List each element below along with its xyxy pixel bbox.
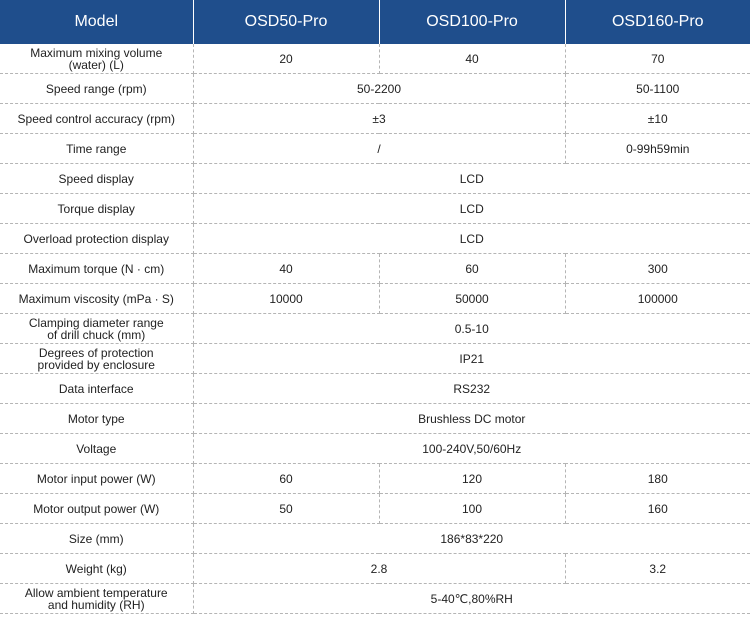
value-cell: 60 xyxy=(379,254,565,284)
table-row xyxy=(0,314,750,344)
value-cell: LCD xyxy=(193,194,750,224)
table-row xyxy=(0,434,750,464)
value-cell: 20 xyxy=(193,44,379,74)
param-label: Data interface xyxy=(0,374,193,404)
param-label: Torque display xyxy=(0,194,193,224)
table-row xyxy=(0,164,750,194)
table-row xyxy=(0,104,750,134)
spec-body xyxy=(0,44,750,614)
header-osd100-pro: OSD100-Pro xyxy=(379,0,565,44)
param-label: Degrees of protection provided by enclosure xyxy=(0,344,193,374)
value-cell: 3.2 xyxy=(565,554,750,584)
param-label: Time range xyxy=(0,134,193,164)
table-row xyxy=(0,344,750,374)
table-row xyxy=(0,194,750,224)
value-cell: 180 xyxy=(565,464,750,494)
table-row xyxy=(0,74,750,104)
table-row xyxy=(0,44,750,74)
value-cell: 300 xyxy=(565,254,750,284)
param-label: Allow ambient temperature and humidity (RH) xyxy=(0,584,193,614)
table-row xyxy=(0,404,750,434)
param-label: Maximum viscosity (mPa · S) xyxy=(0,284,193,314)
value-cell: RS232 xyxy=(193,374,750,404)
value-cell: 70 xyxy=(565,44,750,74)
param-label: Speed display xyxy=(0,164,193,194)
header-osd50-pro: OSD50-Pro xyxy=(193,0,379,44)
table-row xyxy=(0,224,750,254)
param-label: Weight (kg) xyxy=(0,554,193,584)
value-cell: 0-99h59min xyxy=(565,134,750,164)
table-row xyxy=(0,374,750,404)
param-label: Maximum torque (N · cm) xyxy=(0,254,193,284)
value-cell: 100000 xyxy=(565,284,750,314)
value-cell: 50-2200 xyxy=(193,74,565,104)
value-cell: 100 xyxy=(379,494,565,524)
param-label: Motor input power (W) xyxy=(0,464,193,494)
param-label: Speed range (rpm) xyxy=(0,74,193,104)
header-model: Model xyxy=(0,0,193,44)
value-cell: 50-1100 xyxy=(565,74,750,104)
value-cell: IP21 xyxy=(193,344,750,374)
value-cell: 50 xyxy=(193,494,379,524)
value-cell: LCD xyxy=(193,164,750,194)
table-row xyxy=(0,494,750,524)
param-label: Motor output power (W) xyxy=(0,494,193,524)
value-cell: ±10 xyxy=(565,104,750,134)
value-cell: 5-40℃,80%RH xyxy=(193,584,750,614)
table-row xyxy=(0,464,750,494)
value-cell: 60 xyxy=(193,464,379,494)
header-row xyxy=(0,0,750,44)
table-row xyxy=(0,284,750,314)
value-cell: ±3 xyxy=(193,104,565,134)
param-label: Overload protection display xyxy=(0,224,193,254)
param-label: Size (mm) xyxy=(0,524,193,554)
param-label: Speed control accuracy (rpm) xyxy=(0,104,193,134)
value-cell: 40 xyxy=(379,44,565,74)
param-label: Clamping diameter range of drill chuck (mm) xyxy=(0,314,193,344)
param-label: Voltage xyxy=(0,434,193,464)
value-cell: 120 xyxy=(379,464,565,494)
value-cell: 2.8 xyxy=(193,554,565,584)
header-osd160-pro: OSD160-Pro xyxy=(565,0,750,44)
value-cell: 186*83*220 xyxy=(193,524,750,554)
value-cell: 40 xyxy=(193,254,379,284)
param-label: Motor type xyxy=(0,404,193,434)
value-cell: Brushless DC motor xyxy=(193,404,750,434)
value-cell: 100-240V,50/60Hz xyxy=(193,434,750,464)
table-row xyxy=(0,524,750,554)
value-cell: 50000 xyxy=(379,284,565,314)
value-cell: 10000 xyxy=(193,284,379,314)
table-row xyxy=(0,254,750,284)
value-cell: 160 xyxy=(565,494,750,524)
value-cell: 0.5-10 xyxy=(193,314,750,344)
value-cell: LCD xyxy=(193,224,750,254)
table-row xyxy=(0,134,750,164)
table-row xyxy=(0,554,750,584)
value-cell: / xyxy=(193,134,565,164)
param-label: Maximum mixing volume (water) (L) xyxy=(0,44,193,74)
table-row xyxy=(0,584,750,614)
